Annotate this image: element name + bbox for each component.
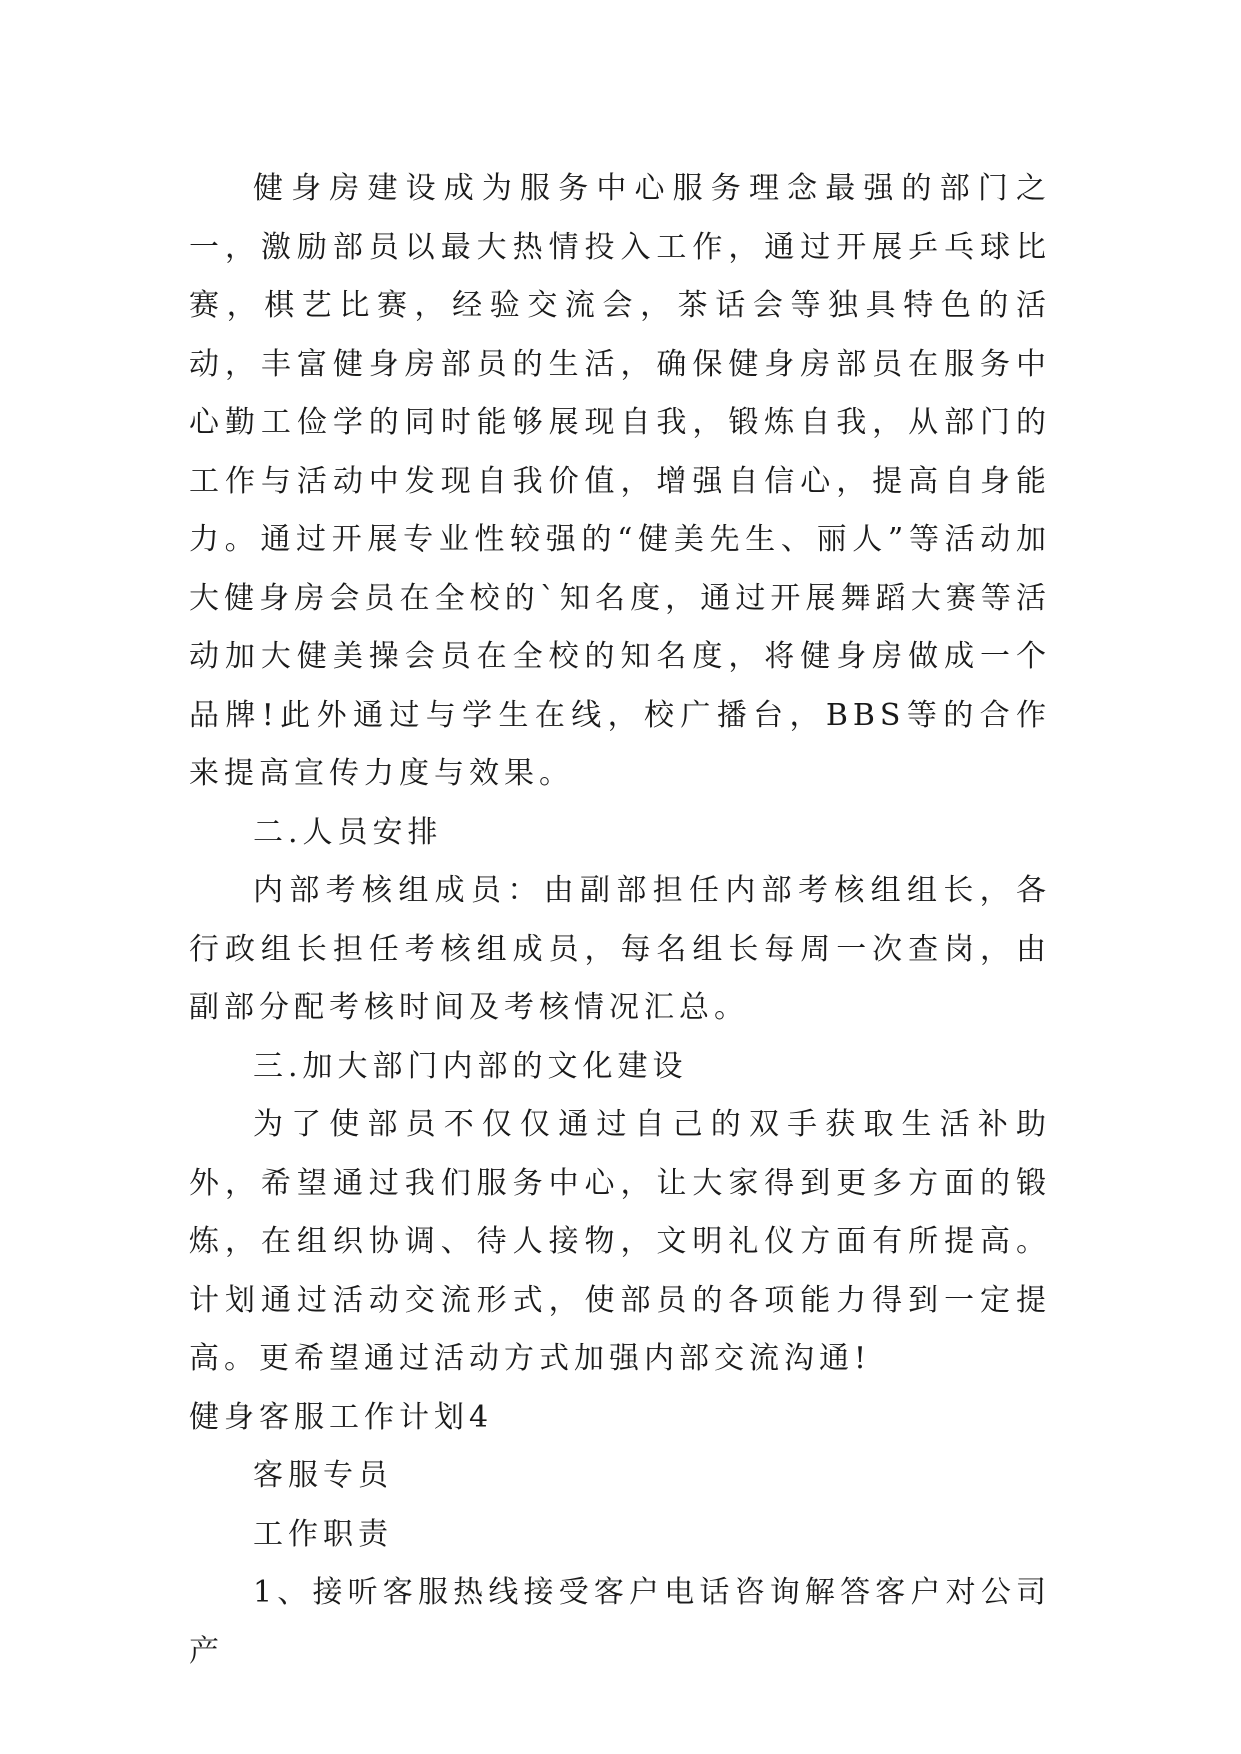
paragraph-gym-service-philosophy: 健身房建设成为服务中心服务理念最强的部门之一，激励部员以最大热情投入工作，通过开展乒乓球比赛，棋艺比赛，经验交流会，茶话会等独具特色的活动，丰富健身房部员的生活，确保健身房部员在服务中心勤工俭学的同时能够展现自我，锻炼自我，从部门的工作与活动中发现自我价值，增强自信心，提高自身能力。通过开展专业性较强的“健美先生、丽人”等活动加大健身房会员在全校的`知名度，通过开展舞蹈大赛等活动加大健美操会员在全校的知名度，将健身房做成一个品牌!此外通过与学生在线，校广播台，BBS等的合作来提高宣传力度与效果。	[189, 171, 1051, 791]
document-title-plan-4: 健身客服工作计划4	[189, 1399, 494, 1435]
section-heading-staff-arrangement: 二.人员安排	[253, 814, 443, 850]
paragraph-job-title: 客服专员	[253, 1458, 393, 1493]
paragraph-duties-heading: 工作职责	[253, 1516, 393, 1552]
paragraph-duty-1: 1、接听客服热线接受客户电话咨询解答客户对公司产	[189, 1575, 1051, 1669]
document-body	[189, 160, 1051, 1681]
section-heading-culture-building: 三.加大部门内部的文化建设	[253, 1048, 688, 1084]
paragraph-culture-building: 为了使部员不仅仅通过自己的双手获取生活补助外，希望通过我们服务中心，让大家得到更多方面的锻炼，在组织协调、待人接物，文明礼仪方面有所提高。计划通过活动交流形式，使部员的各项能力得到一定提高。更希望通过活动方式加强内部交流沟通!	[189, 1107, 1051, 1376]
paragraph-internal-assessment: 内部考核组成员：由副部担任内部考核组组长，各行政组长担任考核组成员，每名组长每周一次查岗，由副部分配考核时间及考核情况汇总。	[189, 873, 1051, 1025]
